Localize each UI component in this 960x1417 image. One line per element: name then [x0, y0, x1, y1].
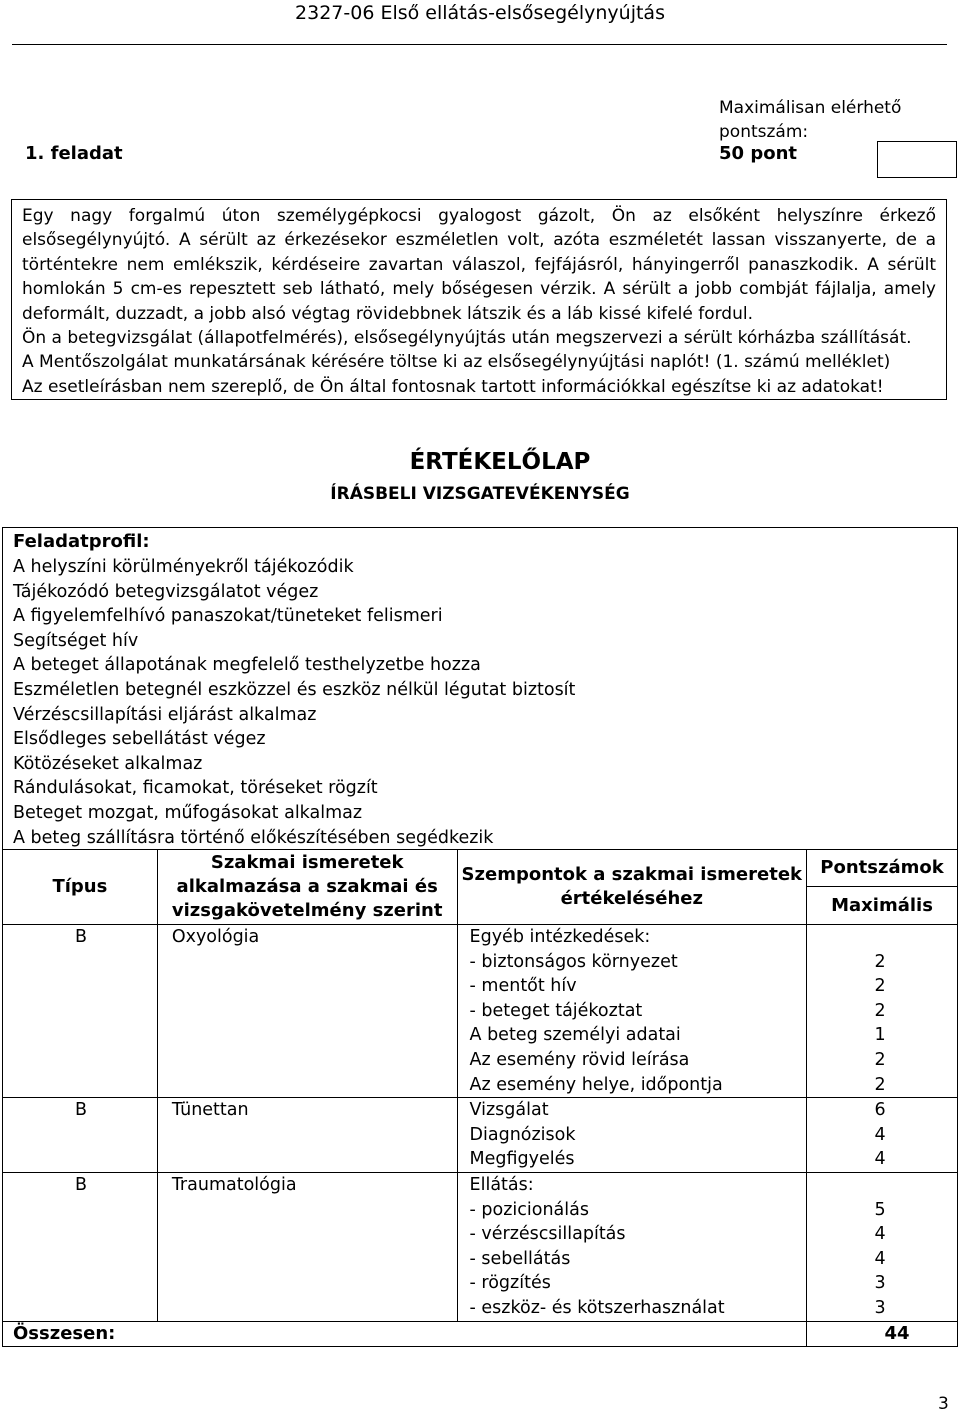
page-number: 3 [938, 1394, 949, 1414]
table-row [3, 1172, 958, 1321]
profile-item: Eszméletlen betegnél eszközzel és eszköz nélkül légutat biztosít [13, 679, 576, 700]
row-criteria [457, 925, 807, 1098]
points-line: 4 [874, 1124, 886, 1145]
criteria-line: - pozicionálás [469, 1199, 589, 1220]
criteria-line: - mentőt hív [469, 976, 577, 997]
column-header-points [807, 850, 958, 925]
profile-item: Kötözéseket alkalmaz [13, 753, 203, 774]
row-points [807, 1098, 958, 1173]
criteria-line: - eszköz- és kötszerhasználat [469, 1297, 725, 1318]
scenario-paragraph: Az esetleírásban nem szereplő, de Ön által fontosnak tartott információkkal egészítse ki az adatokat! [22, 376, 884, 397]
profile-item: A figyelemfelhívó panaszokat/tüneteket felismeri [13, 606, 443, 627]
row-area: Oxyológia [157, 925, 457, 1098]
scenario-paragraph: A Mentőszolgálat munkatársának kérésére töltse ki az elsősegélynyújtási naplót! (1. számú melléklet) [22, 352, 891, 373]
points-line: 2 [874, 951, 886, 972]
max-points-header-label: Maximális [831, 895, 933, 916]
scenario-box [11, 199, 947, 400]
points-line [807, 925, 953, 950]
scenario-paragraph: Egy nagy forgalmú úton személygépkocsi gyalogost gázolt, Ön az elsőként helyszínre érkező elsősegélynyújtó. A sérült az érkezésekor eszméletlen volt, azóta eszméletét lassan visszanyerte, de a történtekre nem emlékszik, kérdéseire zavartan válaszol, fejfájásról, hányingerről panaszkodik. A sérült homlokán 5 cm-es repesztett seb látható, mely bőségesen vérzik. A sérült a jobb combját fájlalja, amely deformált, duzzadt, a jobb alsó végtag rövidebbnek látszik és a láb kissé kifelé fordul. [22, 206, 936, 324]
evaluation-table [2, 849, 958, 1347]
criteria-line: Az esemény helye, időpontja [469, 1074, 723, 1095]
table-row [3, 925, 958, 1098]
row-area: Traumatológia [157, 1172, 457, 1321]
points-line: 4 [874, 1149, 886, 1170]
evaluation-sheet-title: ÉRTÉKELŐLAP [409, 449, 591, 475]
points-line: 5 [874, 1199, 886, 1220]
points-line: 1 [874, 1025, 886, 1046]
points-line: 2 [874, 1049, 886, 1070]
column-header-criteria: Szempontok a szakmai ismeretek értékeléséhez [457, 850, 807, 925]
criteria-line: - beteget tájékoztat [469, 1000, 643, 1021]
criteria-line: - vérzéscsillapítás [469, 1224, 626, 1245]
points-line: 6 [874, 1100, 886, 1121]
criteria-line: A beteg személyi adatai [469, 1025, 681, 1046]
row-criteria [457, 1172, 807, 1321]
criteria-line: - biztonságos környezet [469, 951, 678, 972]
criteria-line: Az esemény rövid leírása [469, 1049, 690, 1070]
row-points [807, 925, 958, 1098]
criteria-line: - rögzítés [469, 1273, 551, 1294]
criteria-line: Vizsgálat [469, 1100, 549, 1121]
points-header-label: Pontszámok [807, 850, 957, 887]
profile-item: A beteget állapotának megfelelő testhelyzetbe hozza [13, 655, 481, 676]
task-profile-heading: Feladatprofil: [13, 531, 150, 552]
points-line: 3 [874, 1297, 886, 1318]
score-entry-box[interactable] [877, 141, 957, 178]
profile-item: Vérzéscsillapítási eljárást alkalmaz [13, 704, 317, 725]
row-criteria [457, 1098, 807, 1173]
criteria-line: Egyéb intézkedések: [469, 927, 651, 947]
points-line: 3 [874, 1273, 886, 1294]
criteria-line: Ellátás: [469, 1174, 534, 1195]
total-label: Összesen: [3, 1321, 807, 1346]
criteria-line: - sebellátás [469, 1248, 571, 1269]
row-type: B [3, 1098, 158, 1173]
row-type: B [3, 925, 158, 1098]
profile-item: A beteg szállításra történő előkészítésében segédkezik [13, 827, 494, 848]
profile-item: Beteget mozgat, műfogásokat alkalmaz [13, 802, 363, 823]
column-header-area: Szakmai ismeretek alkalmazása a szakmai és vizsgakövetelmény szerint [157, 850, 457, 925]
profile-item: Elsődleges sebellátást végez [13, 729, 266, 750]
row-type: B [3, 1172, 158, 1321]
profile-item: Tájékozódó betegvizsgálatot végez [13, 581, 319, 602]
row-points [807, 1172, 958, 1321]
row-area: Tünettan [157, 1098, 457, 1173]
document-header-title: 2327-06 Első ellátás-elsősegélynyújtás [295, 2, 665, 24]
task-title: 1. feladat [25, 143, 123, 164]
max-points-label: Maximálisan elérhető pontszám: [719, 98, 902, 142]
total-value: 44 [807, 1321, 958, 1346]
criteria-line: Diagnózisok [469, 1124, 576, 1145]
evaluation-sheet-subtitle: ÍRÁSBELI VIZSGATEVÉKENYSÉG [330, 484, 630, 504]
table-row [3, 1098, 958, 1173]
criteria-line: Megfigyelés [469, 1149, 575, 1170]
profile-item: A helyszíni körülményekről tájékozódik [13, 557, 354, 577]
table-total-row [3, 1321, 958, 1346]
table-header-row [3, 850, 958, 925]
task-profile-box [2, 527, 958, 850]
column-header-type: Típus [3, 850, 158, 925]
points-line: 2 [874, 976, 886, 997]
points-line [807, 1173, 953, 1198]
points-line: 4 [874, 1224, 886, 1245]
scenario-paragraph: Ön a betegvizsgálat (állapotfelmérés), elsősegélynyújtás után megszervezi a sérült kórházba szállítását. [22, 328, 912, 349]
max-points-value: 50 pont [719, 143, 797, 164]
profile-item: Rándulásokat, ficamokat, töréseket rögzít [13, 778, 378, 799]
profile-item: Segítséget hív [13, 630, 139, 651]
header-divider [12, 44, 947, 45]
points-line: 2 [874, 1000, 886, 1021]
points-line: 4 [874, 1248, 886, 1269]
points-line: 2 [874, 1074, 886, 1095]
